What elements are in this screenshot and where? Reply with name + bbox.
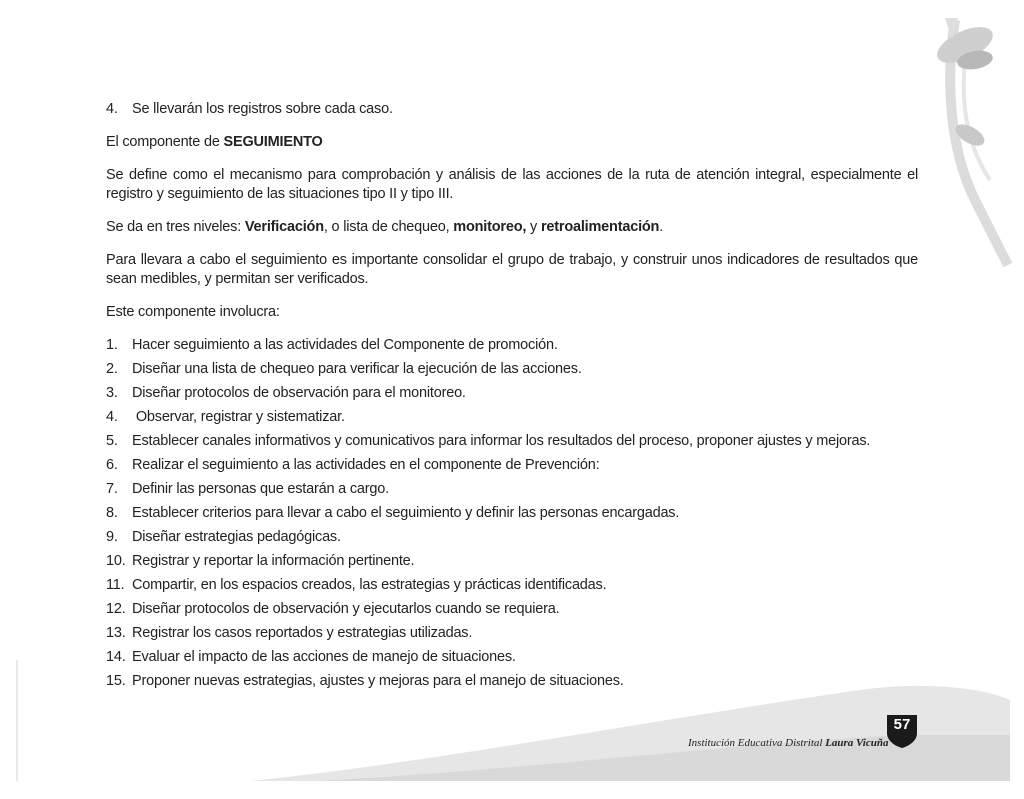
- component-heading-bold: SEGUIMIENTO: [223, 134, 323, 150]
- list-item-text: Observar, registrar y sistematizar.: [132, 409, 345, 425]
- footer-institution: [688, 737, 888, 749]
- list-item: [106, 600, 918, 619]
- intro-item: [106, 100, 918, 119]
- list-item: [106, 456, 918, 475]
- list-item-text: Definir las personas que estarán a cargo.: [132, 481, 389, 497]
- list-item-text: Establecer criterios para llevar a cabo el seguimiento y definir las personas encargadas.: [132, 505, 680, 521]
- level-feedback: retroalimentación: [540, 219, 660, 235]
- follow-up-paragraph: Para llevara a cabo el seguimiento es importante consolidar el grupo de trabajo, y construir unos indicadores de resultados que sean medibles, y permitan ser verificados.: [106, 252, 918, 287]
- list-item: [106, 480, 918, 499]
- list-item-number: 2.: [106, 361, 118, 377]
- levels-mid2: y: [526, 219, 541, 235]
- list-item-number: 5.: [106, 433, 118, 449]
- list-item-number: 1.: [106, 337, 118, 353]
- list-item-number: 13.: [106, 625, 126, 641]
- list-item: [106, 432, 918, 451]
- list-item-number: 4.: [106, 409, 118, 425]
- list-item: [106, 624, 918, 643]
- list-item: [106, 528, 918, 547]
- list-item: [106, 504, 918, 523]
- list-item-text: Hacer seguimiento a las actividades del Componente de promoción.: [132, 337, 558, 353]
- list-item: [106, 384, 918, 403]
- list-item-number: 8.: [106, 505, 118, 521]
- list-item-number: 6.: [106, 457, 118, 473]
- levels-suffix: .: [659, 219, 664, 235]
- list-item-text: Diseñar protocolos de observación y ejecutarlos cuando se requiera.: [132, 601, 560, 617]
- level-verification: Verificación: [244, 219, 324, 235]
- list-item-text: Compartir, en los espacios creados, las estrategias y prácticas identificadas.: [132, 577, 607, 593]
- list-item-text: Diseñar una lista de chequeo para verificar la ejecución de las acciones.: [132, 361, 582, 377]
- levels-mid1: , o lista de chequeo,: [323, 219, 454, 235]
- intro-item-text: Se llevarán los registros sobre cada caso.: [132, 101, 393, 117]
- intro-item-number: 4.: [106, 101, 118, 117]
- levels-paragraph: [106, 218, 918, 237]
- list-item-number: 15.: [106, 673, 126, 689]
- list-item-number: 7.: [106, 481, 118, 497]
- list-item-text: Registrar los casos reportados y estrategias utilizadas.: [132, 625, 473, 641]
- list-item: [106, 576, 918, 595]
- page-number: 57: [893, 716, 911, 733]
- list-item: [106, 648, 918, 667]
- list-item-number: 11.: [106, 577, 125, 593]
- list-item-number: 14.: [106, 649, 126, 665]
- list-item-text: Realizar el seguimiento a las actividades en el componente de Prevención:: [132, 457, 600, 473]
- levels-prefix: Se da en tres niveles:: [106, 219, 245, 235]
- list-item: [106, 408, 918, 427]
- steps-list: [106, 336, 918, 691]
- level-monitoring: monitoreo,: [453, 219, 527, 235]
- list-item-text: Diseñar estrategias pedagógicas.: [132, 529, 341, 545]
- list-item-text: Evaluar el impacto de las acciones de manejo de situaciones.: [132, 649, 516, 665]
- document-body: [106, 100, 918, 696]
- list-item: [106, 672, 918, 691]
- list-item-text: Registrar y reportar la información pertinente.: [132, 553, 415, 569]
- footer-institution-name: Laura Vicuña: [825, 737, 889, 749]
- list-item-number: 12.: [106, 601, 126, 617]
- component-heading-prefix: El componente de: [106, 134, 224, 150]
- list-item: [106, 360, 918, 379]
- list-item: [106, 336, 918, 355]
- list-item-number: 10.: [106, 553, 126, 569]
- list-item-number: 3.: [106, 385, 118, 401]
- floral-stem-thin: [964, 60, 990, 180]
- involves-label: Este componente involucra:: [106, 304, 280, 320]
- definition-paragraph: Se define como el mecanismo para comprobación y análisis de las acciones de la ruta de atención integral, especialmente el registro y seguimiento de las situaciones tipo II y tipo III.: [106, 167, 918, 202]
- list-item-number: 9.: [106, 529, 118, 545]
- list-item-text: Proponer nuevas estrategias, ajustes y mejoras para el manejo de situaciones.: [132, 673, 624, 689]
- footer-institution-prefix: Institución Educativa Distrital: [688, 737, 826, 749]
- list-item-text: Diseñar protocolos de observación para el monitoreo.: [132, 385, 466, 401]
- list-item-text: Establecer canales informativos y comunicativos para informar los resultados del proceso, proponer ajustes y mejoras.: [132, 433, 871, 449]
- component-heading: [106, 133, 918, 152]
- list-item: [106, 552, 918, 571]
